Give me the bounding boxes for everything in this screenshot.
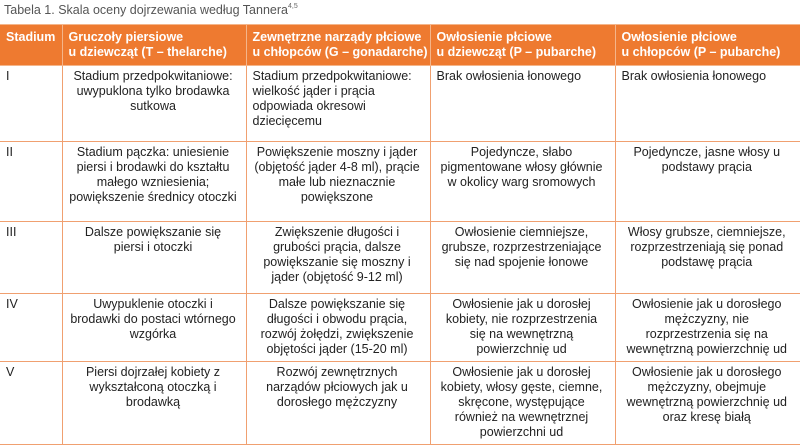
- genitals-cell: Stadium przedpokwitaniowe: wielkość jąder i prącia odpowiada okresowi dziecięcemu: [246, 66, 430, 142]
- pubic-hair-girls-cell: Brak owłosienia łonowego: [430, 66, 615, 142]
- stage-cell: III: [0, 222, 62, 294]
- stage-cell: IV: [0, 294, 62, 362]
- breast-cell: Stadium przedpokwitaniowe: uwypuklona tylko brodawka sutkowa: [62, 66, 246, 142]
- breast-cell: Piersi dojrzałej kobiety z wykształconą otoczką i brodawką: [62, 362, 246, 445]
- pubic-hair-boys-cell: Włosy grubsze, ciemniejsze, rozprzestrzeniają się ponad podstawę prącia: [615, 222, 800, 294]
- pubic-hair-girls-cell: Pojedyncze, słabo pigmentowane włosy głównie w okolicy warg sromowych: [430, 142, 615, 222]
- genitals-cell: Zwiększenie długości i grubości prącia, dalsze powiększanie się moszny i jąder (objętość 9-12 ml): [246, 222, 430, 294]
- tanner-scale-table: [0, 24, 800, 445]
- stage-cell: I: [0, 66, 62, 142]
- header-external-genitals: Zewnętrzne narządy płciowe u chłopców (G – gonadarche): [246, 25, 430, 66]
- genitals-cell: Dalsze powiększanie się długości i obwodu prącia, rozwój żołędzi, zwiększenie objętości jąder (15-20 ml): [246, 294, 430, 362]
- header-stadium: Stadium: [0, 25, 62, 66]
- caption-footnote-ref: 4,5: [287, 3, 298, 10]
- pubic-hair-girls-cell: Owłosienie jak u dorosłej kobiety, włosy gęste, ciemne, skręcone, występujące również na wewnętrznej powierzchni ud: [430, 362, 615, 445]
- breast-cell: Stadium pączka: uniesienie piersi i brodawki do kształtu małego wzniesienia; powiększenie średnicy otoczki: [62, 142, 246, 222]
- table-header-row: [0, 25, 800, 66]
- table-row: [0, 66, 800, 142]
- table-caption: [4, 3, 298, 21]
- genitals-cell: Rozwój zewnętrznych narządów płciowych jak u dorosłego mężczyzny: [246, 362, 430, 445]
- pubic-hair-boys-cell: Pojedyncze, jasne włosy u podstawy prącia: [615, 142, 800, 222]
- genitals-cell: Powiększenie moszny i jąder (objętość jąder 4-8 ml), prącie małe lub nieznacznie powiększone: [246, 142, 430, 222]
- pubic-hair-girls-cell: Owłosienie jak u dorosłej kobiety, nie rozprzestrzenia się na wewnętrzną powierzchnię ud: [430, 294, 615, 362]
- pubic-hair-boys-cell: Owłosienie jak u dorosłego mężczyzny, obejmuje wewnętrzną powierzchnię ud oraz kresę białą: [615, 362, 800, 445]
- header-breast-glands: Gruczoły piersiowe u dziewcząt (T – thelarche): [62, 25, 246, 66]
- header-pubic-hair-boys: Owłosienie płciowe u chłopców (P – pubarche): [615, 25, 800, 66]
- stage-cell: II: [0, 142, 62, 222]
- caption-text: Tabela 1. Skala oceny dojrzewania według Tannera: [4, 3, 288, 17]
- table-row: [0, 222, 800, 294]
- table-row: [0, 142, 800, 222]
- breast-cell: Uwypuklenie otoczki i brodawki do postaci wtórnego wzgórka: [62, 294, 246, 362]
- pubic-hair-girls-cell: Owłosienie ciemniejsze, grubsze, rozprzestrzeniające się nad spojenie łonowe: [430, 222, 615, 294]
- header-pubic-hair-girls: Owłosienie płciowe u dziewcząt (P – pubarche): [430, 25, 615, 66]
- pubic-hair-boys-cell: Brak owłosienia łonowego: [615, 66, 800, 142]
- breast-cell: Dalsze powiększanie się piersi i otoczki: [62, 222, 246, 294]
- stage-cell: V: [0, 362, 62, 445]
- table-row: [0, 362, 800, 445]
- table-row: [0, 294, 800, 362]
- pubic-hair-boys-cell: Owłosienie jak u dorosłego mężczyzny, nie rozprzestrzenia się na wewnętrzną powierzchnię ud: [615, 294, 800, 362]
